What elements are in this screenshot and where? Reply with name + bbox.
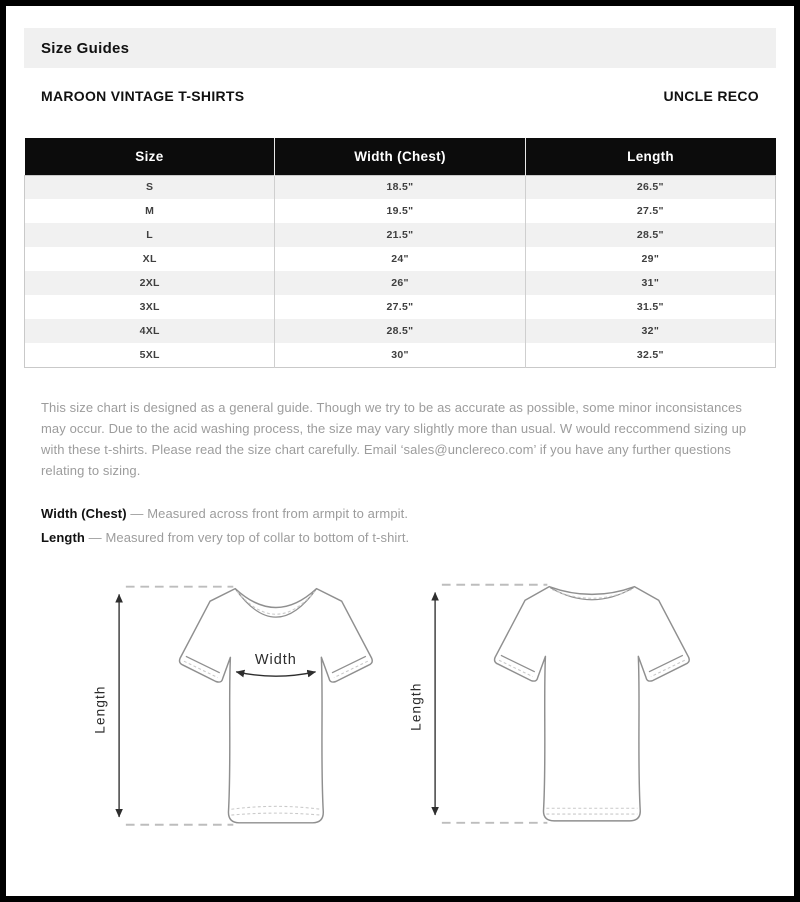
width-cell: 30" [275, 343, 525, 367]
size-cell: 2XL [139, 277, 160, 289]
definition-width-desc: — Measured across front from armpit to armpit. [130, 505, 409, 521]
definition-length [41, 531, 759, 545]
size-cell: 4XL [139, 325, 160, 337]
size-cell: 3XL [139, 301, 160, 313]
size-note: This size chart is designed as a general guide. Though we try to be as accurate as possible, some minor inconsistances may occur. Due to the acid washing process, the size may vary slightly more than usual. W would reccommend sizing up with these t-shirts. Please read the size chart carefully. Email ‘sales@unclereco.com’ if you have any further questions relating to sizing. [41, 399, 747, 478]
table-row [25, 343, 776, 367]
table-row [25, 199, 776, 223]
definitions [41, 507, 759, 545]
length-cell: 27.5" [525, 199, 775, 223]
length-cell: 26.5" [525, 175, 775, 199]
table-row [25, 247, 776, 271]
size-chart-header [25, 138, 776, 175]
tshirt-front-outline [180, 588, 373, 822]
table-row [25, 175, 776, 199]
width-label: Width [254, 651, 297, 668]
length-cell: 32.5" [525, 343, 775, 367]
size-cell: L [146, 229, 154, 241]
length-label: Length [92, 684, 108, 734]
definition-length-desc: — Measured from very top of collar to bottom of t-shirt. [88, 529, 410, 545]
product-row [24, 88, 776, 104]
length-cell: 28.5" [525, 223, 775, 247]
width-cell: 28.5" [275, 319, 525, 343]
length-label: Length [408, 681, 424, 731]
size-cell: 5XL [139, 348, 160, 361]
definition-width-term: Width (Chest) [41, 505, 127, 521]
size-chart-body [25, 175, 776, 367]
length-cell: 29" [525, 247, 775, 271]
product-title: MAROON VINTAGE T-SHIRTS [41, 88, 245, 104]
size-guides-header-bar [24, 28, 776, 68]
tshirt-back-diagram [408, 571, 708, 852]
column-header-size: Size [25, 138, 275, 175]
length-cell: 31.5" [525, 295, 775, 319]
width-cell: 26" [275, 271, 525, 295]
measurement-diagrams [24, 571, 776, 852]
definition-width [41, 507, 759, 521]
tshirt-back-outline [495, 586, 690, 820]
length-cell: 32" [525, 319, 775, 343]
width-cell: 21.5" [275, 223, 525, 247]
tshirt-front-diagram [92, 571, 392, 852]
column-header-length: Length [525, 138, 775, 175]
size-cell: S [146, 181, 154, 194]
size-cell: M [145, 205, 155, 217]
table-row [25, 271, 776, 295]
table-row [25, 223, 776, 247]
width-cell: 24" [275, 247, 525, 271]
width-cell: 18.5" [275, 175, 525, 199]
table-row [25, 295, 776, 319]
width-cell: 27.5" [275, 295, 525, 319]
column-header-width: Width (Chest) [275, 138, 525, 175]
size-chart-table [24, 138, 776, 368]
table-row [25, 319, 776, 343]
page-title: Size Guides [41, 39, 130, 57]
width-cell: 19.5" [275, 199, 525, 223]
brand-name: UNCLE RECO [663, 88, 759, 104]
size-cell: XL [142, 253, 157, 265]
length-cell: 31" [525, 271, 775, 295]
definition-length-term: Length [41, 529, 85, 545]
